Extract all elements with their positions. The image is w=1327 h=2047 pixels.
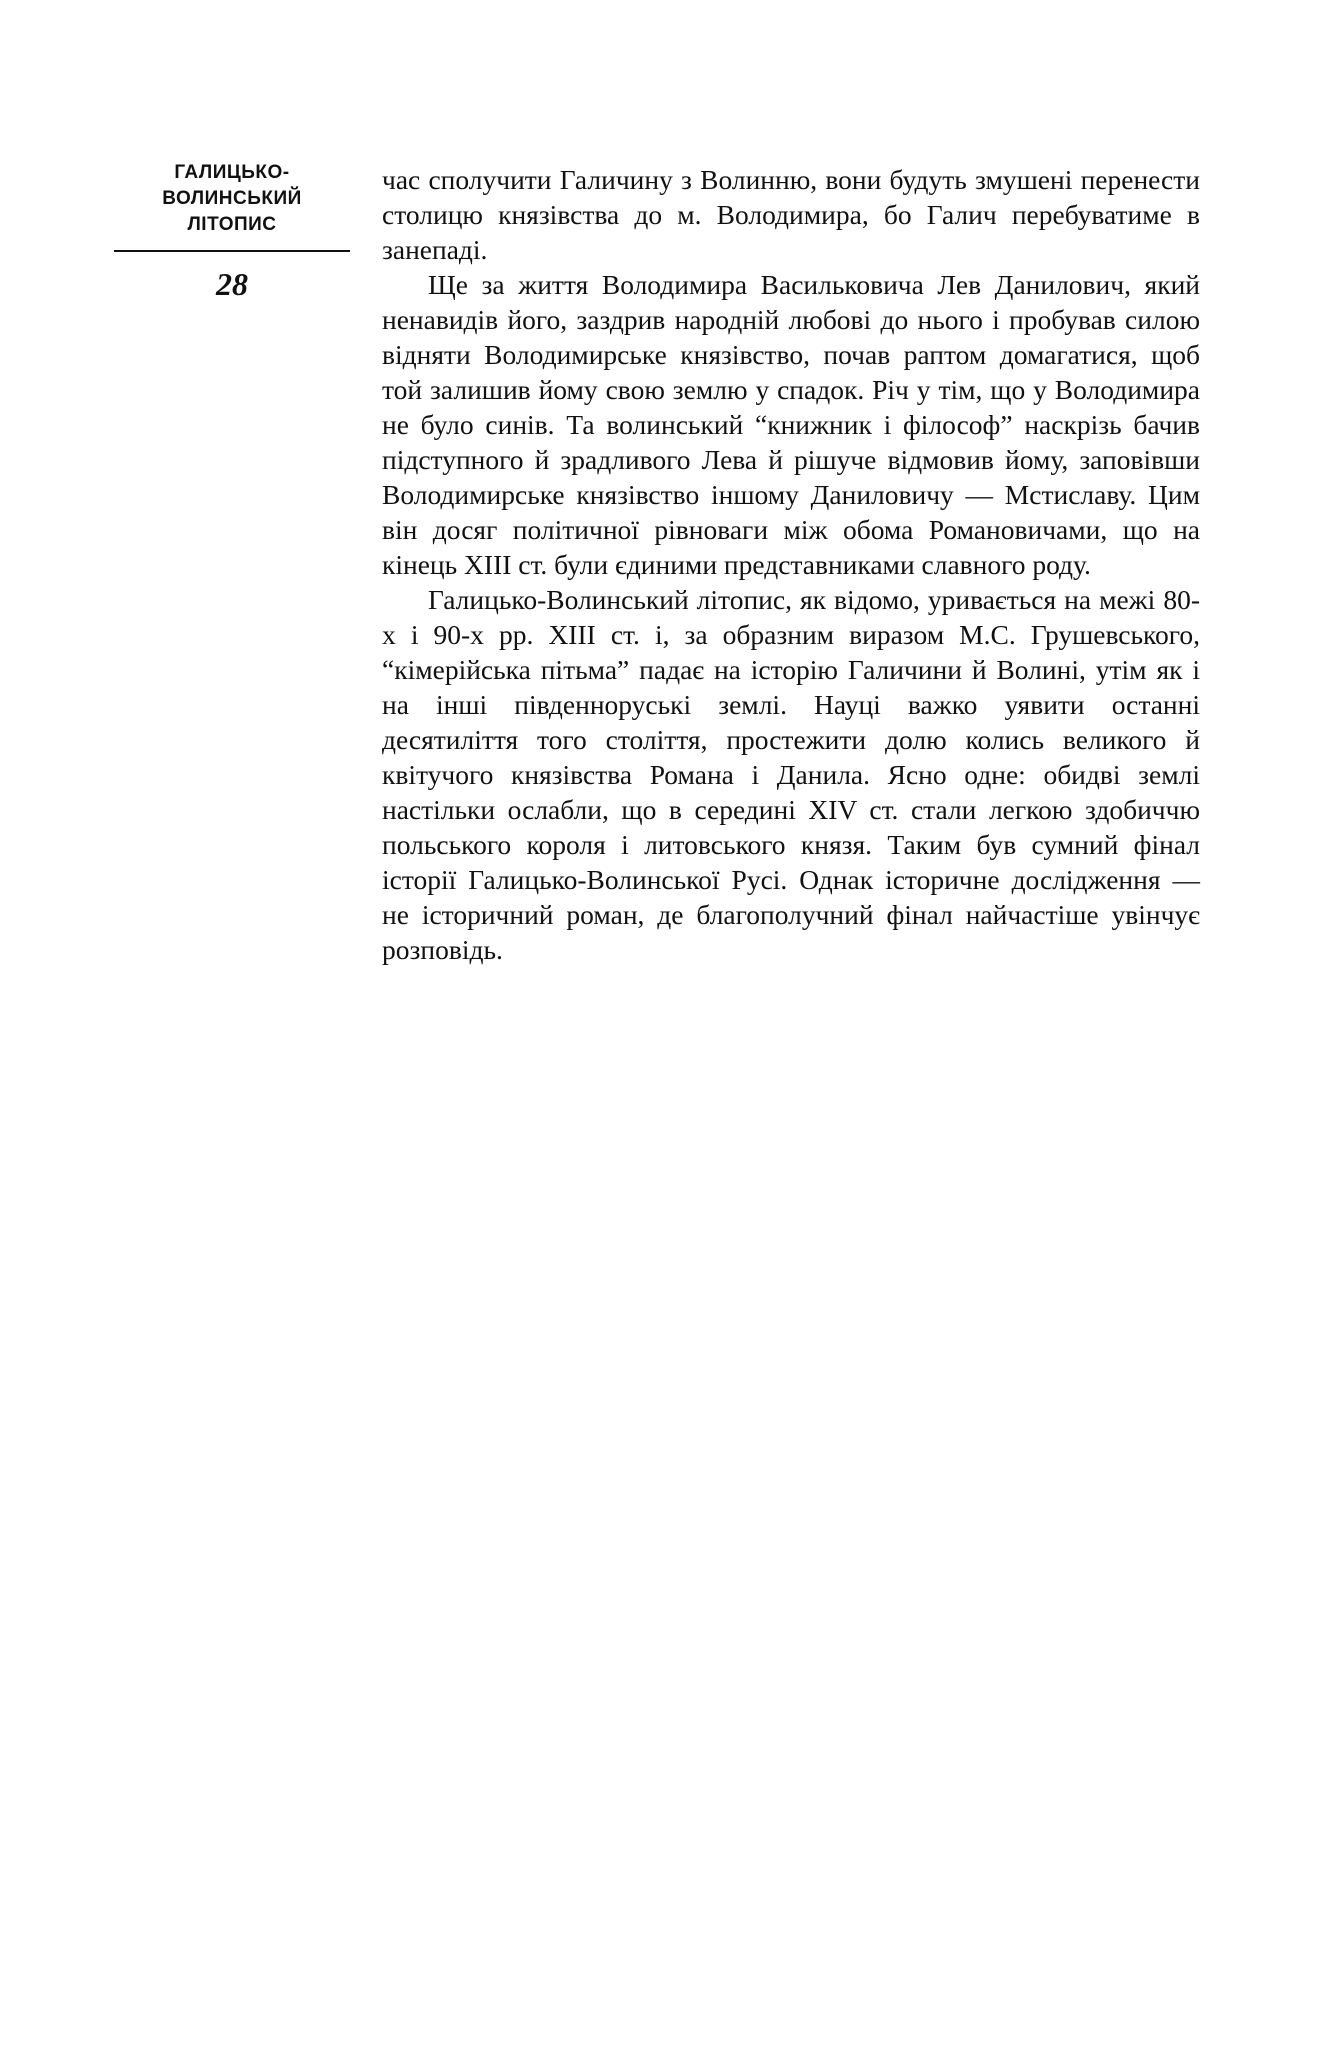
body-text	[382, 162, 1200, 967]
running-header	[112, 160, 352, 304]
running-title-line-1: ГАЛИЦЬКО-	[174, 162, 290, 183]
paragraph-2: Ще за життя Володимира Васильковича Лев Данилович, який ненавидів його, заздрив народній любові до нього і пробував силою відняти Володимирське князівство, почав раптом домагатися, щоб той залишив йому свою землю у спадок. Річ у тім, що у Володимира не було синів. Та волинський “книжник і філософ” наскрізь бачив підступного й зрадливого Лева й рішуче відмовив йому, заповівши Володимирське князівство іншому Даниловичу — Мстиславу. Цим він досяг політичної рівноваги між обома Романовичами, що на кінець XIII ст. були єдиними представниками славного роду.	[382, 269, 1200, 580]
running-title-line-3: ЛІТОПИС	[187, 214, 277, 235]
running-title	[112, 160, 352, 238]
header-divider	[114, 250, 350, 252]
running-title-line-2: ВОЛИНСЬКИЙ	[162, 188, 302, 209]
page-number: 28	[216, 266, 248, 302]
paragraph-3: Галицько-Волинський літопис, як відомо, уривається на межі 80-х і 90-х рр. XIII ст. і, за образним виразом М.С. Грушевського, “кімерійська пітьма” падає на історію Галичини й Волині, утім як і на інші південноруські землі. Науці важко уявити останні десятиліття того століття, простежити долю колись великого й квітучого князівства Романа і Данила. Ясно одне: обидві землі настільки ослабли, що в середині XIV ст. стали легкою здобиччю польського короля і литовського князя. Таким був сумний фінал історії Галицько-Волинської Русі. Однак історичне дослідження — не історичний роман, де благополучний фінал найчастіше увінчує розповідь.	[382, 584, 1200, 965]
paragraph-1: час сполучити Галичину з Волинню, вони будуть змушені перенести столицю князівства до м. Володимира, бо Галич перебуватиме в занепаді.	[382, 164, 1200, 265]
